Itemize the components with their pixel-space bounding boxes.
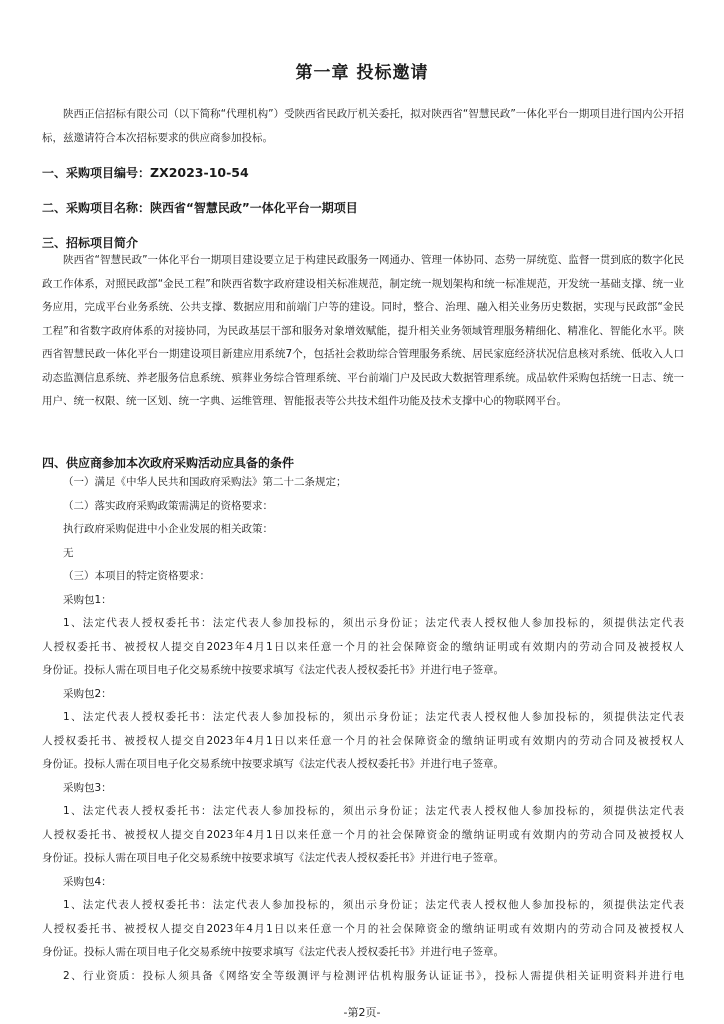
package-3-auth-line-3: 身份证。投标人需在项目电子化交易系统中按要求填写《法定代表人授权委托书》并进行电子签章。: [42, 852, 504, 864]
section-1-heading: [42, 164, 684, 181]
package-4-industry-qualification: 2、行业资质：投标人须具备《网络安全等级测评与检测评估机构服务认证证书》，投标人需提供相关证明资料并进行电: [63, 969, 684, 982]
section-2-heading: 二、采购项目名称：陕西省“智慧民政”一体化平台一期项目: [42, 201, 358, 215]
section-1-label: 一、采购项目编号：: [42, 166, 151, 180]
package-2-auth-line-1: 1、法定代表人授权委托书：法定代表人参加投标的，须出示身份证；法定代表人授权他人参加投标的，须提供法定代表: [63, 711, 684, 723]
package-2-auth-line-2: 人授权委托书、被授权人提交自2023年4月1日以来任意一个月的社会保障资金的缴纳证明或有效期内的劳动合同及被授权人: [42, 734, 684, 747]
page-number: -第2页-: [343, 1006, 381, 1019]
package-3-auth-line-1: 1、法定代表人授权委托书：法定代表人参加投标的，须出示身份证；法定代表人授权他人参加投标的，须提供法定代表: [63, 805, 684, 817]
package-1-label: 采购包1：: [63, 593, 112, 606]
chapter-title: 第一章 投标邀请: [295, 63, 429, 83]
package-1-auth-line-3: 身份证。投标人需在项目电子化交易系统中按要求填写《法定代表人授权委托书》并进行电子签章。: [42, 664, 504, 676]
intro-paragraph: 陕西正信招标有限公司（以下简称“代理机构”）受陕西省民政厅机关委托，拟对陕西省“智慧民政”一体化平台一期项目进行国内公开招标，兹邀请符合本次招标要求的供应商参加投标。: [42, 108, 684, 144]
conditions-list: [42, 471, 684, 988]
package-1-auth-line-2: 人授权委托书、被授权人提交自2023年4月1日以来任意一个月的社会保障资金的缴纳证明或有效期内的劳动合同及被授权人: [42, 640, 684, 653]
condition-1: （一）满足《中华人民共和国政府采购法》第二十二条规定；: [63, 476, 347, 488]
package-2-auth-line-3: 身份证。投标人需在项目电子化交易系统中按要求填写《法定代表人授权委托书》并进行电子签章。: [42, 758, 504, 770]
policy-line: 执行政府采购促进中小企业发展的相关政策：: [63, 523, 273, 535]
project-summary-paragraph: 陕西省“智慧民政”一体化平台一期项目建设要立足于构建民政服务一网通办、管理一体协同、态势一屏统览、监督一贯到底的数字化民政工作体系，对照民政部“金民工程”和陕西省数字政府建设相关标准规范，制定统一规划架构和统一标准规范，开发统一基础支撑、统一业务应用，完成平台业务系统、公共支撑、数据应用和前端门户等的建设。同时，整合、治理、融入相关业务历史数据，实现与民政部“金民工程”和省数字政府体系的对接协同，为民政基层干部和服务对象增效赋能，提升相关业务领域管理服务精细化、精准化、智能化水平。陕西省智慧民政一体化平台一期建设项目新建应用系统7个，包括社会救助综合管理服务系统、居民家庭经济状况信息核对系统、低收入人口动态监测信息系统、养老服务信息系统、殡葬业务综合管理系统、平台前端门户及民政大数据管理系统。成品软件采购包括统一日志、统一用户、统一权限、统一区划、统一字典、运维管理、智能报表等公共技术组件功能及技术支撑中心的物联网平台。: [42, 254, 684, 407]
section-4-heading: 四、供应商参加本次政府采购活动应具备的条件: [42, 456, 295, 470]
package-1-auth-line-1: 1、法定代表人授权委托书：法定代表人参加投标的，须出示身份证；法定代表人授权他人参加投标的，须提供法定代表: [63, 617, 684, 629]
package-4-auth-line-3: 身份证。投标人需在项目电子化交易系统中按要求填写《法定代表人授权委托书》并进行电子签章。: [42, 946, 504, 958]
condition-2: （二）落实政府采购政策需满足的资格要求：: [63, 499, 273, 512]
policy-value: 无: [63, 546, 74, 559]
section-3-heading: 三、招标项目简介: [42, 236, 139, 250]
package-3-label: 采购包3：: [63, 781, 112, 794]
package-3-auth-line-2: 人授权委托书、被授权人提交自2023年4月1日以来任意一个月的社会保障资金的缴纳证明或有效期内的劳动合同及被授权人: [42, 828, 684, 841]
project-code: ZX2023-10-54: [150, 165, 249, 180]
package-4-label: 采购包4：: [63, 875, 112, 888]
package-4-auth-line-1: 1、法定代表人授权委托书：法定代表人参加投标的，须出示身份证；法定代表人授权他人参加投标的，须提供法定代表: [63, 899, 684, 911]
condition-3: （三）本项目的特定资格要求：: [63, 570, 210, 582]
package-4-auth-line-2: 人授权委托书、被授权人提交自2023年4月1日以来任意一个月的社会保障资金的缴纳证明或有效期内的劳动合同及被授权人: [42, 922, 684, 935]
package-2-label: 采购包2：: [63, 687, 112, 700]
